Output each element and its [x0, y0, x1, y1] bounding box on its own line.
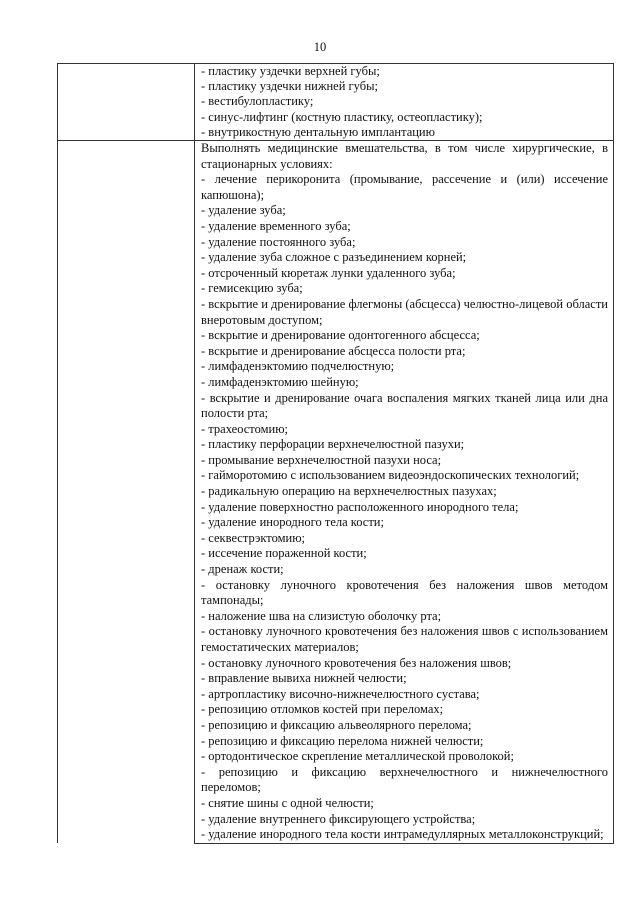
table-row — [58, 141, 614, 844]
list-item: - вправление вывиха нижней челюсти; — [201, 671, 407, 686]
list-item: - внутрикостную дентальную имплантацию — [201, 124, 435, 139]
list-item: - артропластику височно-нижнечелюстного сустава; — [201, 686, 480, 701]
list-item: - удаление поверхностно расположенного инородного тела; — [201, 499, 519, 514]
list-item: - синус-лифтинг (костную пластику, остеопластику); — [201, 109, 483, 124]
list-item: - удаление постоянного зуба; — [201, 234, 356, 249]
list-item: - репозицию и фиксацию альвеолярного перелома; — [201, 717, 472, 732]
list-item: - вскрытие и дренирование флегмоны (абсцесса) челюстно-лицевой области внеротовым доступом; — [201, 296, 608, 327]
list-item: - репозицию отломков костей при переломах; — [201, 702, 444, 717]
list-item: - лимфаденэктомию шейную; — [201, 374, 359, 389]
list-item: - вскрытие и дренирование очага воспаления мягких тканей лица или дна полости рта; — [201, 390, 608, 421]
list-item: - удаление внутреннего фиксирующего устройства; — [201, 811, 476, 826]
procedure-list — [201, 64, 608, 140]
list-item: - секвестрэктомию; — [201, 530, 306, 545]
right-cell — [195, 141, 614, 844]
list-item: - пластику уздечки нижней губы; — [201, 79, 378, 94]
list-item: - удаление зуба; — [201, 203, 286, 218]
list-item: - репозицию и фиксацию верхнечелюстного и нижнечелюстного переломов; — [201, 764, 608, 795]
page-number: 10 — [313, 40, 327, 54]
list-item: - вскрытие и дренирование абсцесса полости рта; — [201, 343, 466, 358]
list-item: - наложение шва на слизистую оболочку рта; — [201, 608, 442, 623]
list-item: - снятие шины с одной челюсти; — [201, 795, 374, 810]
list-item: - дренаж кости; — [201, 562, 284, 577]
left-cell — [58, 64, 195, 141]
list-item: - удаление зуба сложное с разъединением корней; — [201, 250, 467, 265]
list-item: - удаление инородного тела кости интрамедуллярных металлоконструкций; — [201, 827, 604, 842]
list-item: - остановку луночного кровотечения без наложения швов с использованием гемостатических материалов; — [201, 624, 608, 655]
section-intro: Выполнять медицинские вмешательства, в том числе хирургические, в стационарных условиях: — [201, 141, 608, 171]
left-cell — [58, 141, 195, 844]
list-item: - ортодонтическое скрепление металлической проволокой; — [201, 749, 514, 764]
list-item: - удаление инородного тела кости; — [201, 515, 384, 530]
right-cell — [195, 64, 614, 141]
list-item: - удаление временного зуба; — [201, 218, 351, 233]
list-item: - трахеостомию; — [201, 421, 289, 436]
list-item: - остановку луночного кровотечения без наложения швов; — [201, 655, 512, 670]
list-item: - вскрытие и дренирование одонтогенного абсцесса; — [201, 328, 480, 343]
list-item: - пластику перфорации верхнечелюстной пазухи; — [201, 437, 465, 452]
list-item: - радикальную операцию на верхнечелюстных пазухах; — [201, 484, 497, 499]
procedures-table — [57, 63, 614, 844]
list-item: - гемисекцию зуба; — [201, 281, 303, 296]
procedure-list — [201, 141, 608, 843]
list-item: - вестибулопластику; — [201, 94, 314, 109]
table-row — [58, 64, 614, 141]
list-item: - лимфаденэктомию подчелюстную; — [201, 359, 395, 374]
list-item: - лечение перикоронита (промывание, рассечение и (или) иссечение капюшона); — [201, 172, 608, 202]
list-item: - гайморотомию с использованием видеоэндоскопических технологий; — [201, 468, 580, 483]
list-item: - остановку луночного кровотечения без наложения швов методом тампонады; — [201, 577, 608, 608]
list-item: - промывание верхнечелюстной пазухи носа; — [201, 452, 442, 467]
list-item: - отсроченный кюретаж лунки удаленного зуба; — [201, 265, 456, 280]
list-item: - иссечение пораженной кости; — [201, 546, 367, 561]
list-item: - пластику уздечки верхней губы; — [201, 64, 380, 78]
list-item: - репозицию и фиксацию перелома нижней челюсти; — [201, 733, 484, 748]
